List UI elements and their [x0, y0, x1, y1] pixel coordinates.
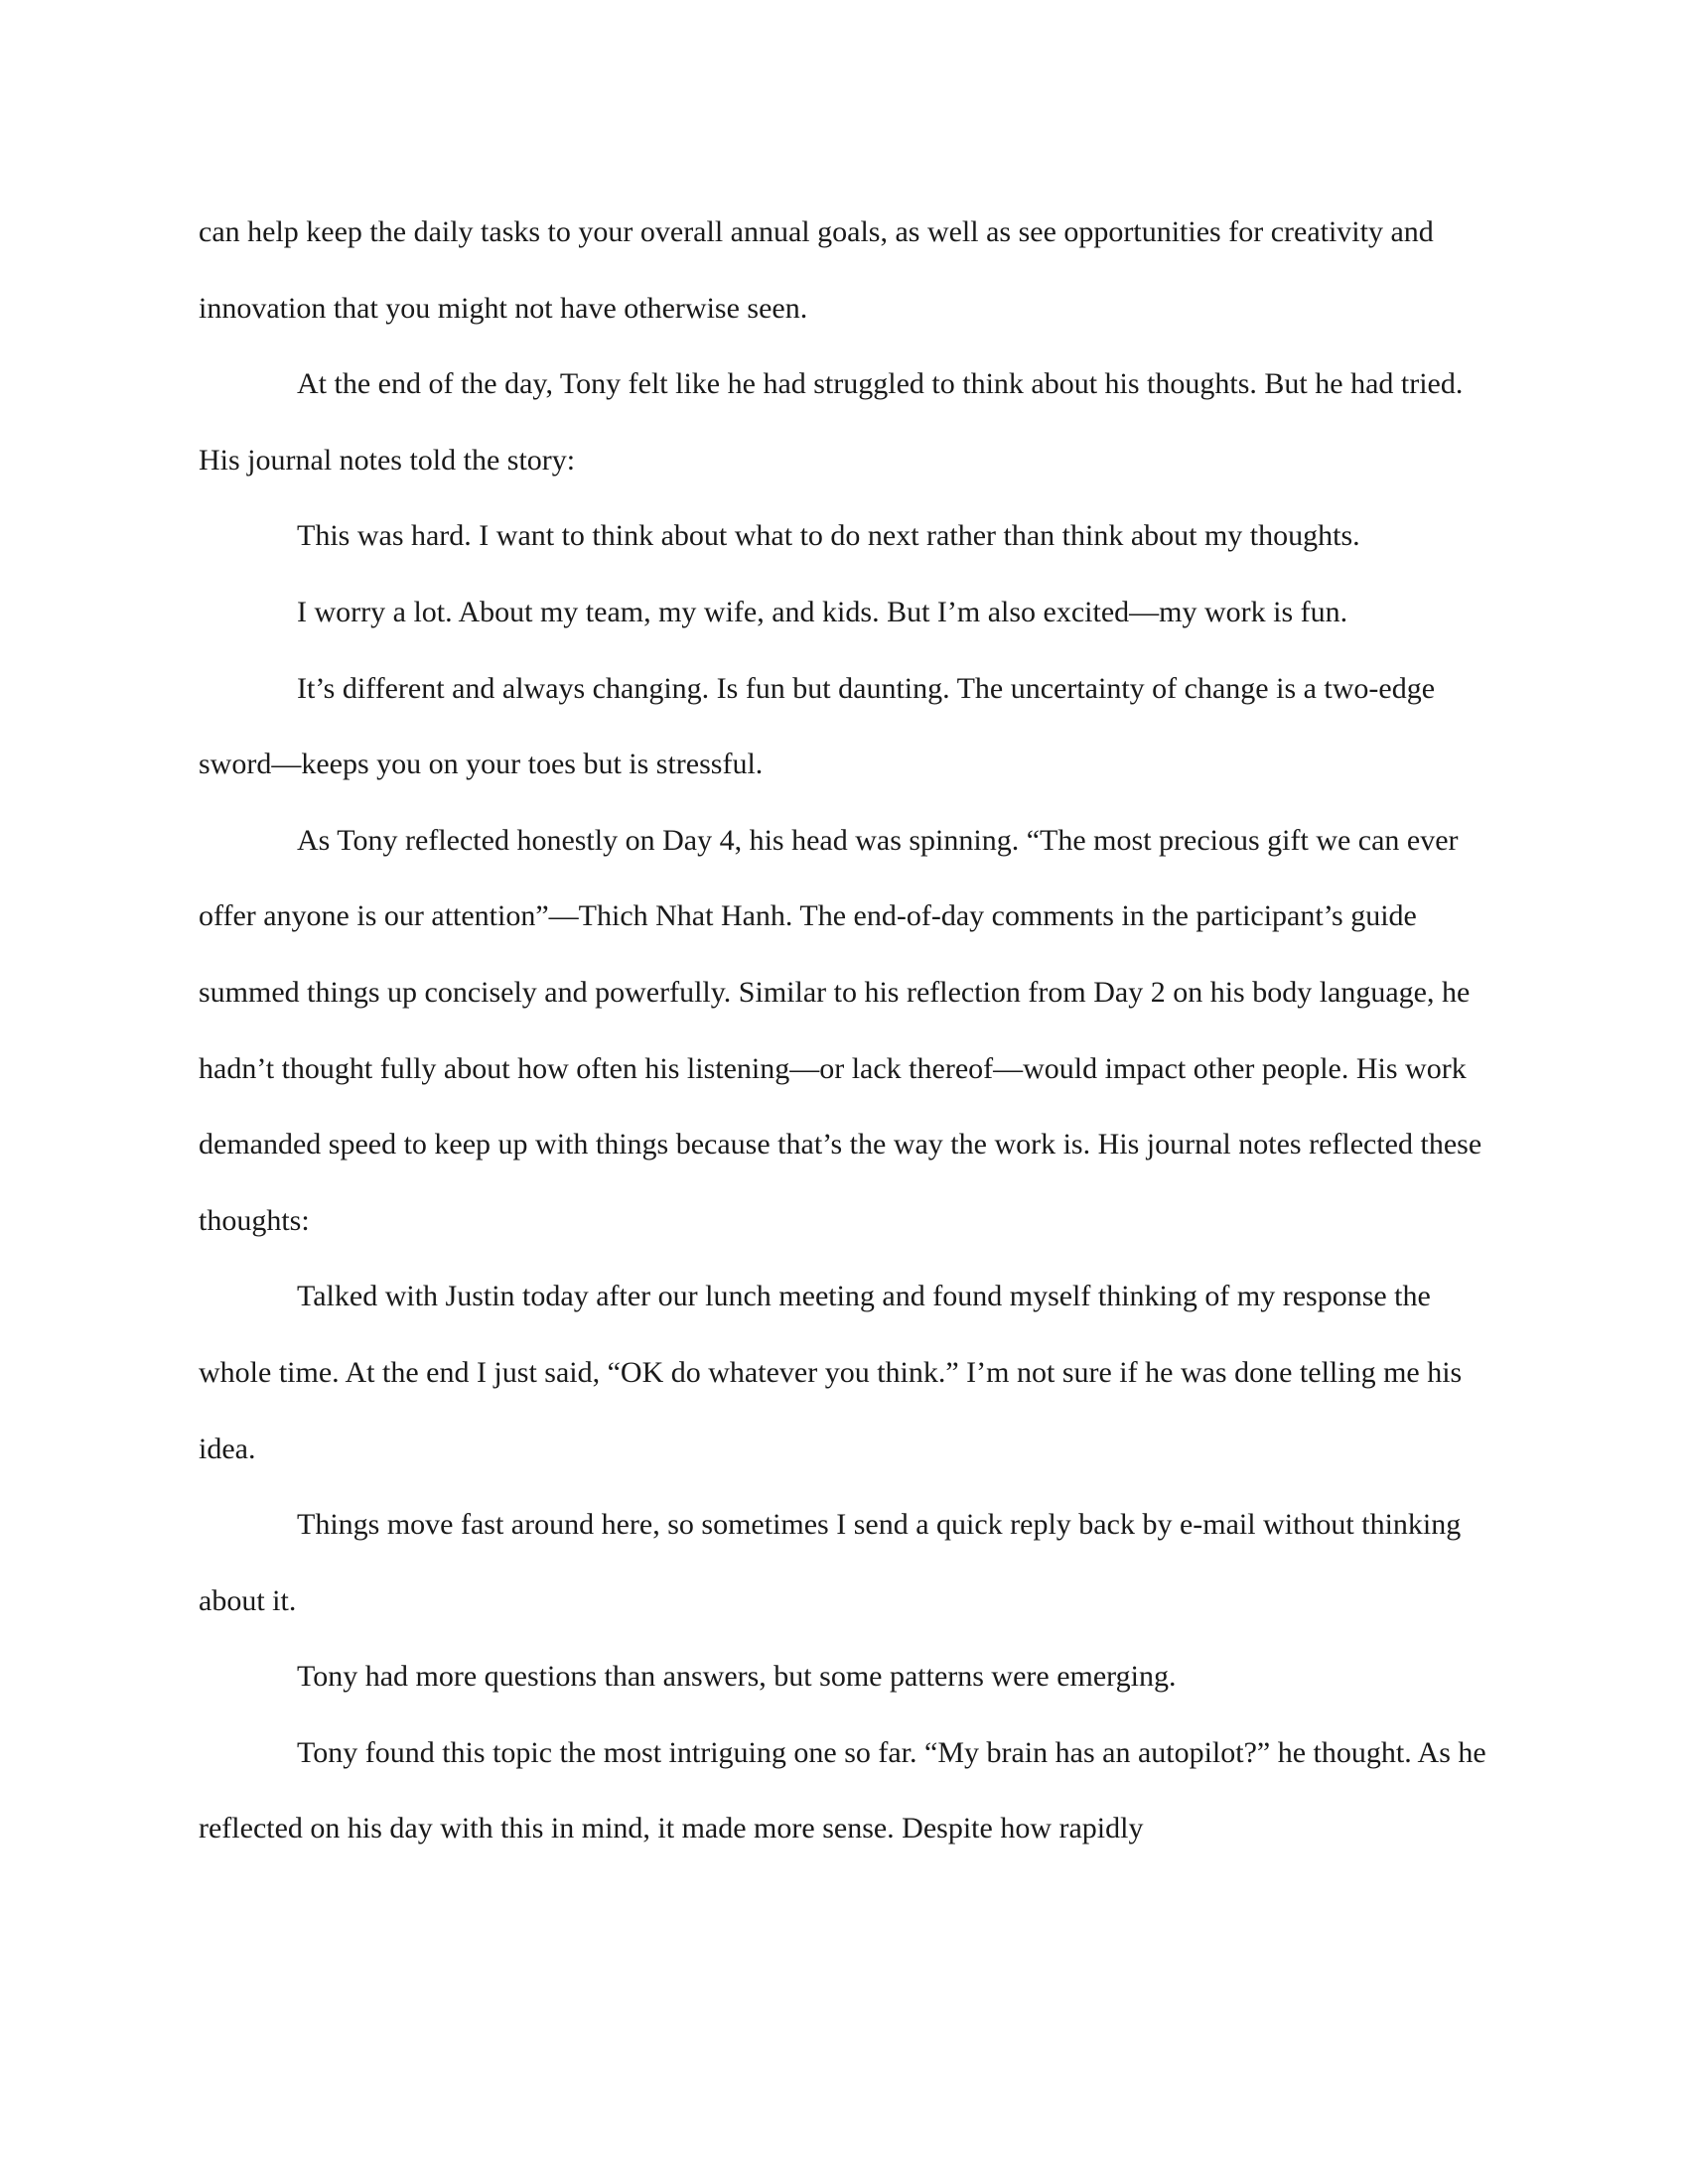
- body-text: [199, 195, 1489, 1867]
- paragraph-4: I worry a lot. About my team, my wife, and kids. But I’m also excited—my work is fun.: [297, 595, 1348, 628]
- paragraph-8: Things move fast around here, so sometimes I send a quick reply back by e-mail without thinking about it.: [199, 1508, 1462, 1617]
- paragraph-9: Tony had more questions than answers, but some patterns were emerging.: [297, 1660, 1177, 1694]
- paragraph-3: This was hard. I want to think about what to do next rather than think about my thoughts.: [297, 519, 1360, 553]
- paragraph-1: can help keep the daily tasks to your overall annual goals, as well as see opportunities for creativity and innovation that you might not have otherwise seen.: [199, 215, 1434, 325]
- paragraph-2: At the end of the day, Tony felt like he had struggled to think about his thoughts. But he had tried. His journal notes told the story:: [199, 367, 1464, 477]
- paragraph-6: As Tony reflected honestly on Day 4, his head was spinning. “The most precious gift we can ever offer anyone is our attention”—Thich Nhat Hanh. The end-of-day comments in the participant’s guide summed things up concisely and powerfully. Similar to his reflection from Day 2 on his body language, he hadn’t thought fully about how often his listening—or lack thereof—would impact other people. His work demanded speed to keep up with things because that’s the way the work is. His journal notes reflected these thoughts:: [199, 823, 1482, 1237]
- paragraph-10: Tony found this topic the most intriguing one so far. “My brain has an autopilot?” he thought. As he reflected on his day with this in mind, it made more sense. Despite how rapidly: [199, 1735, 1486, 1845]
- paragraph-5: It’s different and always changing. Is fun but daunting. The uncertainty of change is a two-edge sword—keeps you on your toes but is stressful.: [199, 671, 1436, 781]
- paragraph-7: Talked with Justin today after our lunch meeting and found myself thinking of my response the whole time. At the end I just said, “OK do whatever you think.” I’m not sure if he was done telling me his idea.: [199, 1280, 1463, 1465]
